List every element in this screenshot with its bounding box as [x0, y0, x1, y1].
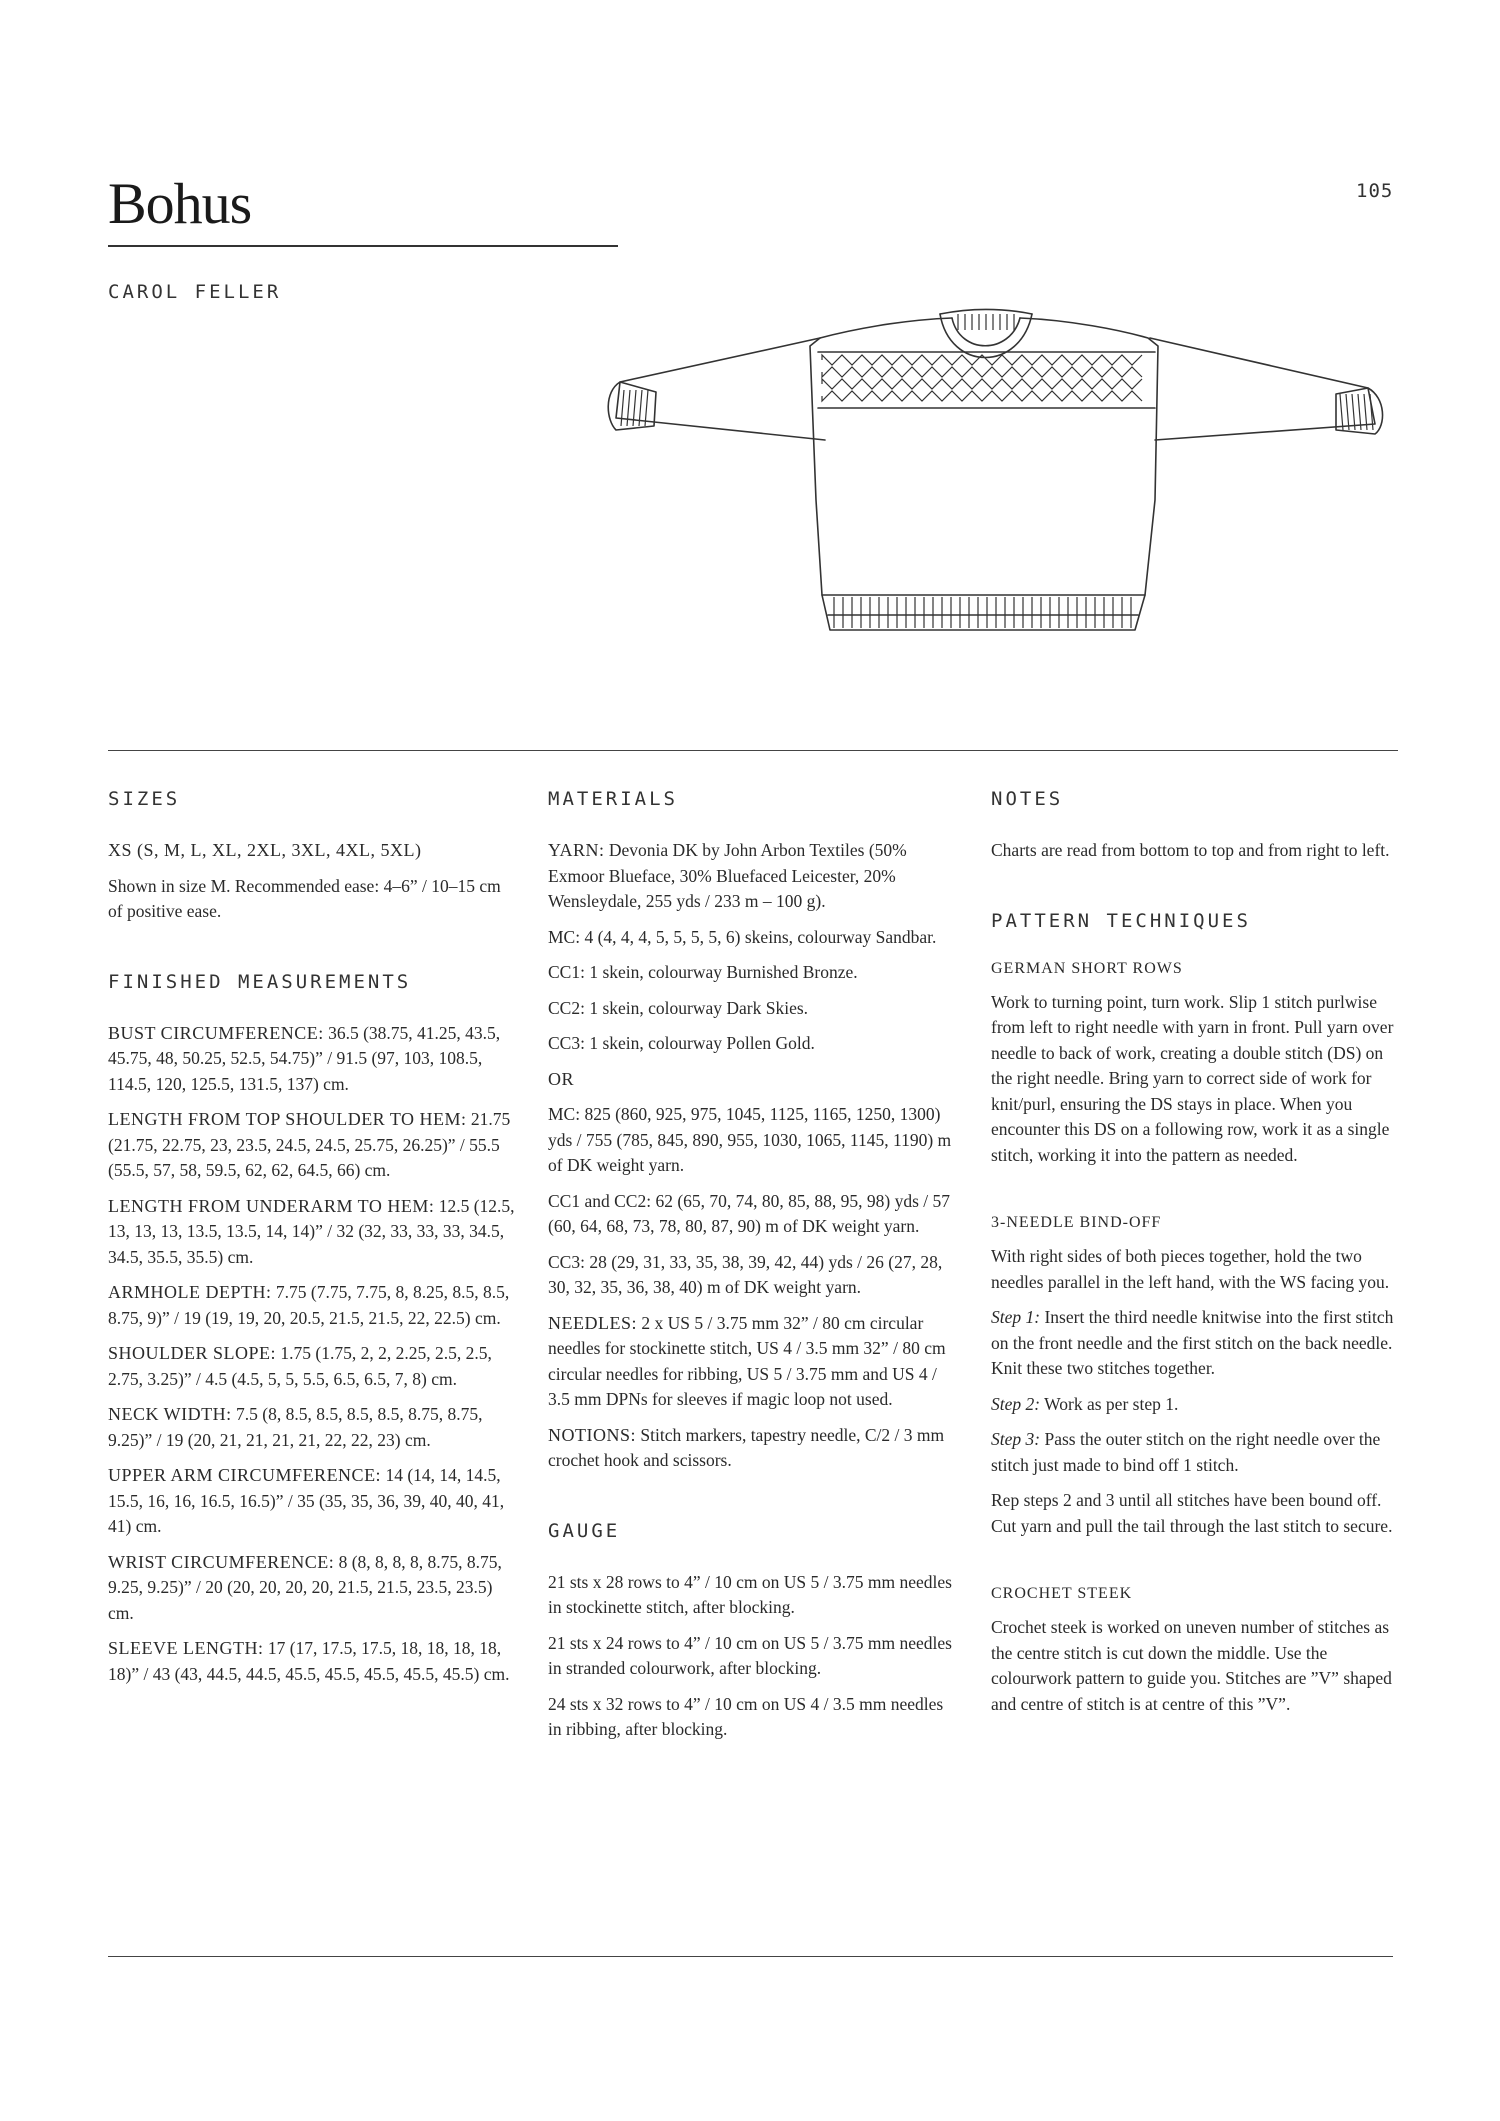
- yarn-label: YARN:: [548, 840, 605, 860]
- bind-off-end: Rep steps 2 and 3 until all stitches have been bound off. Cut yarn and pull the tail through the last stitch to secure.: [991, 1490, 1393, 1536]
- size-shown-note: Shown in size M. Recommended ease: 4–6” / 10–15 cm of positive ease.: [108, 875, 501, 921]
- measurement-value: 17 (17, 17.5, 17.5, 18, 18, 18, 18, 18)” / 43 (43, 44.5, 44.5, 45.5, 45.5, 45.5, 45.5, 45.5) cm.: [108, 1638, 510, 1684]
- size-list: XS (S, M, L, XL, 2XL, 3XL, 4XL, 5XL): [108, 840, 422, 860]
- sweater-flat-drawing-icon: [600, 300, 1390, 650]
- cc1-skeins: CC1: 1 skein, colourway Burnished Bronze.: [548, 962, 858, 982]
- page-title: Bohus: [108, 171, 252, 236]
- step-3-text: Pass the outer stitch on the right needle over the stitch just made to bind off 1 stitch.: [991, 1429, 1381, 1475]
- needles-info: [548, 1311, 956, 1413]
- page-number: 105: [1356, 180, 1394, 202]
- measurement-item: [108, 1463, 516, 1540]
- bind-off-step-2: [991, 1392, 1399, 1418]
- notions-value: Stitch markers, tapestry needle, C/2 / 3 mm crochet hook and scissors.: [548, 1424, 945, 1470]
- measurement-item: [108, 1107, 516, 1184]
- gauge-item: 21 sts x 28 rows to 4” / 10 cm on US 5 / 3.75 mm needles in stockinette stitch, after blocking.: [548, 1571, 952, 1617]
- measurement-label: ARMHOLE DEPTH:: [108, 1282, 272, 1302]
- measurement-item: [108, 1636, 516, 1687]
- step-1-label: Step 1:: [991, 1307, 1041, 1327]
- german-short-rows-text: Work to turning point, turn work. Slip 1 stitch purlwise from left to right needle with yarn in front. Pull yarn over needle to back of work, creating a double stitch (DS) on the right needle. Bring yarn to correct side of work for knit/purl, ensuring the DS stays in place. When you encounter this DS on a following row, work it as a single stitch, working it into the pattern as needed.: [991, 991, 1394, 1165]
- measurement-label: NECK WIDTH:: [108, 1404, 232, 1424]
- measurement-label: UPPER ARM CIRCUMFERENCE:: [108, 1465, 382, 1485]
- cc2-skeins: CC2: 1 skein, colourway Dark Skies.: [548, 997, 809, 1018]
- notes-text: Charts are read from bottom to top and from right to left.: [991, 840, 1390, 860]
- measurement-value: 7.5 (8, 8.5, 8.5, 8.5, 8.5, 8.75, 8.75, 9.25)” / 19 (20, 21, 21, 21, 21, 22, 22, 23) cm.: [108, 1404, 483, 1450]
- notions-info: [548, 1423, 956, 1474]
- measurement-value: 12.5 (12.5, 13, 13, 13, 13.5, 13.5, 14, 14)” / 32 (32, 33, 33, 33, 34.5, 34.5, 35.5, 35.5) cm.: [108, 1195, 515, 1267]
- measurement-value: 1.75 (1.75, 2, 2, 2.25, 2.5, 2.5, 2.75, 3.25)” / 4.5 (4.5, 5, 5, 5.5, 6.5, 6.5, 7, 8) cm.: [108, 1343, 492, 1389]
- measurement-value: 14 (14, 14, 14.5, 15.5, 16, 16, 16.5, 16.5)” / 35 (35, 35, 36, 39, 40, 40, 41, 41) cm.: [108, 1465, 505, 1536]
- finished-measurements-heading: FINISHED MEASUREMENTS: [108, 970, 412, 993]
- measurement-item: [108, 1194, 516, 1271]
- notions-label: NOTIONS:: [548, 1424, 636, 1445]
- measurement-label: LENGTH FROM TOP SHOULDER TO HEM:: [108, 1109, 467, 1129]
- measurement-item: [108, 1021, 516, 1098]
- cc3-skeins: CC3: 1 skein, colourway Pollen Gold.: [548, 1033, 815, 1053]
- title-divider: [108, 245, 618, 247]
- gauge-item: 24 sts x 32 rows to 4” / 10 cm on US 4 / 3.5 mm needles in ribbing, after blocking.: [548, 1693, 944, 1739]
- measurements-list: [108, 1021, 516, 1688]
- cc1-cc2-yardage: CC1 and CC2: 62 (65, 70, 74, 80, 85, 88, 95, 98) yds / 57 (60, 64, 68, 73, 78, 80, 87, 90) m of DK weight yarn.: [548, 1190, 951, 1236]
- measurement-item: [108, 1341, 516, 1392]
- step-3-label: Step 3:: [991, 1429, 1041, 1449]
- step-2-text: Work as per step 1.: [1040, 1393, 1179, 1414]
- cc3-yardage: CC3: 28 (29, 31, 33, 35, 38, 39, 42, 44) yds / 26 (27, 28, 30, 32, 35, 36, 38, 40) m of DK weight yarn.: [548, 1251, 943, 1297]
- bind-off-step-3: [991, 1427, 1399, 1478]
- measurement-value: 7.75 (7.75, 7.75, 8, 8.25, 8.5, 8.5, 8.75, 9)” / 19 (19, 19, 20, 20.5, 21.5, 21.5, 22, 22.5) cm.: [108, 1282, 510, 1328]
- measurement-value: 21.75 (21.75, 22.75, 23, 23.5, 24.5, 24.5, 25.75, 26.25)” / 55.5 (55.5, 57, 58, 59.5, 62, 62, 64.5, 66) cm.: [108, 1109, 511, 1180]
- needles-value: 2 x US 5 / 3.75 mm 32” / 80 cm circular needles for stockinette stitch, US 4 / 3.5 mm 32” / 80 cm circular needles for ribbing, US 5 / 3.75 mm and US 4 / 3.5 mm DPNs for sleeves if magic loop not used.: [548, 1312, 946, 1409]
- measurement-label: SLEEVE LENGTH:: [108, 1638, 264, 1658]
- measurement-label: WRIST CIRCUMFERENCE:: [108, 1551, 335, 1572]
- mc-skeins: MC: 4 (4, 4, 4, 5, 5, 5, 5, 6) skeins, colourway Sandbar.: [548, 926, 937, 947]
- three-needle-bind-off-heading: 3-NEEDLE BIND-OFF: [991, 1214, 1162, 1231]
- section-divider: [108, 750, 1398, 751]
- needles-label: NEEDLES:: [548, 1312, 637, 1333]
- footer-divider: [108, 1956, 1393, 1957]
- step-1-text: Insert the third needle knitwise into the first stitch on the front needle and the first stitch on the back needle. Knit these two stitches together.: [991, 1307, 1394, 1378]
- author-name: CAROL FELLER: [108, 281, 282, 303]
- measurement-item: [108, 1402, 516, 1453]
- measurement-label: BUST CIRCUMFERENCE:: [108, 1022, 324, 1043]
- bind-off-intro: With right sides of both pieces together, hold the two needles parallel in the left hand, with the WS facing you.: [991, 1246, 1390, 1292]
- yarn-value: Devonia DK by John Arbon Textiles (50% Exmoor Blueface, 30% Bluefaced Leicester, 20% Wensleydale, 255 yds / 233 m – 100 g).: [548, 840, 907, 911]
- measurement-value: 36.5 (38.75, 41.25, 43.5, 45.75, 48, 50.25, 52.5, 54.75)” / 91.5 (97, 103, 108.5, 114.5, 120, 125.5, 131.5, 137) cm.: [108, 1022, 501, 1094]
- or-separator: OR: [548, 1068, 575, 1089]
- crochet-steek-text: Crochet steek is worked on uneven number of stitches as the centre stitch is cut down the middle. Use the colourwork pattern to guide you. Stitches are ”V” shaped and centre of stitch is at centre of this ”V”.: [991, 1617, 1392, 1714]
- yarn-info: [548, 838, 956, 915]
- crochet-steek-heading: CROCHET STEEK: [991, 1585, 1133, 1602]
- german-short-rows-heading: GERMAN SHORT ROWS: [991, 959, 1183, 977]
- pattern-techniques-heading: PATTERN TECHNIQUES: [991, 909, 1251, 932]
- measurement-value: 8 (8, 8, 8, 8, 8.75, 8.75, 9.25, 9.25)” / 20 (20, 20, 20, 20, 21.5, 21.5, 23.5, 23.5) cm.: [108, 1551, 502, 1623]
- gauge-heading: GAUGE: [548, 1519, 621, 1542]
- mc-yardage: MC: 825 (860, 925, 975, 1045, 1125, 1165, 1250, 1300) yds / 755 (785, 845, 890, 955, 1030, 1065, 1145, 1190) m of DK weight yarn.: [548, 1104, 952, 1175]
- notes-heading: NOTES: [991, 788, 1064, 810]
- sizes-heading: SIZES: [108, 788, 181, 810]
- bind-off-step-1: [991, 1305, 1399, 1382]
- measurement-item: [108, 1550, 516, 1627]
- materials-heading: MATERIALS: [548, 788, 678, 810]
- measurement-item: [108, 1280, 516, 1331]
- measurement-label: LENGTH FROM UNDERARM TO HEM:: [108, 1195, 435, 1216]
- step-2-label: Step 2:: [991, 1393, 1041, 1414]
- measurement-label: SHOULDER SLOPE:: [108, 1343, 277, 1363]
- gauge-list: [548, 1570, 956, 1743]
- gauge-item: 21 sts x 24 rows to 4” / 10 cm on US 5 / 3.75 mm needles in stranded colourwork, after blocking.: [548, 1632, 952, 1678]
